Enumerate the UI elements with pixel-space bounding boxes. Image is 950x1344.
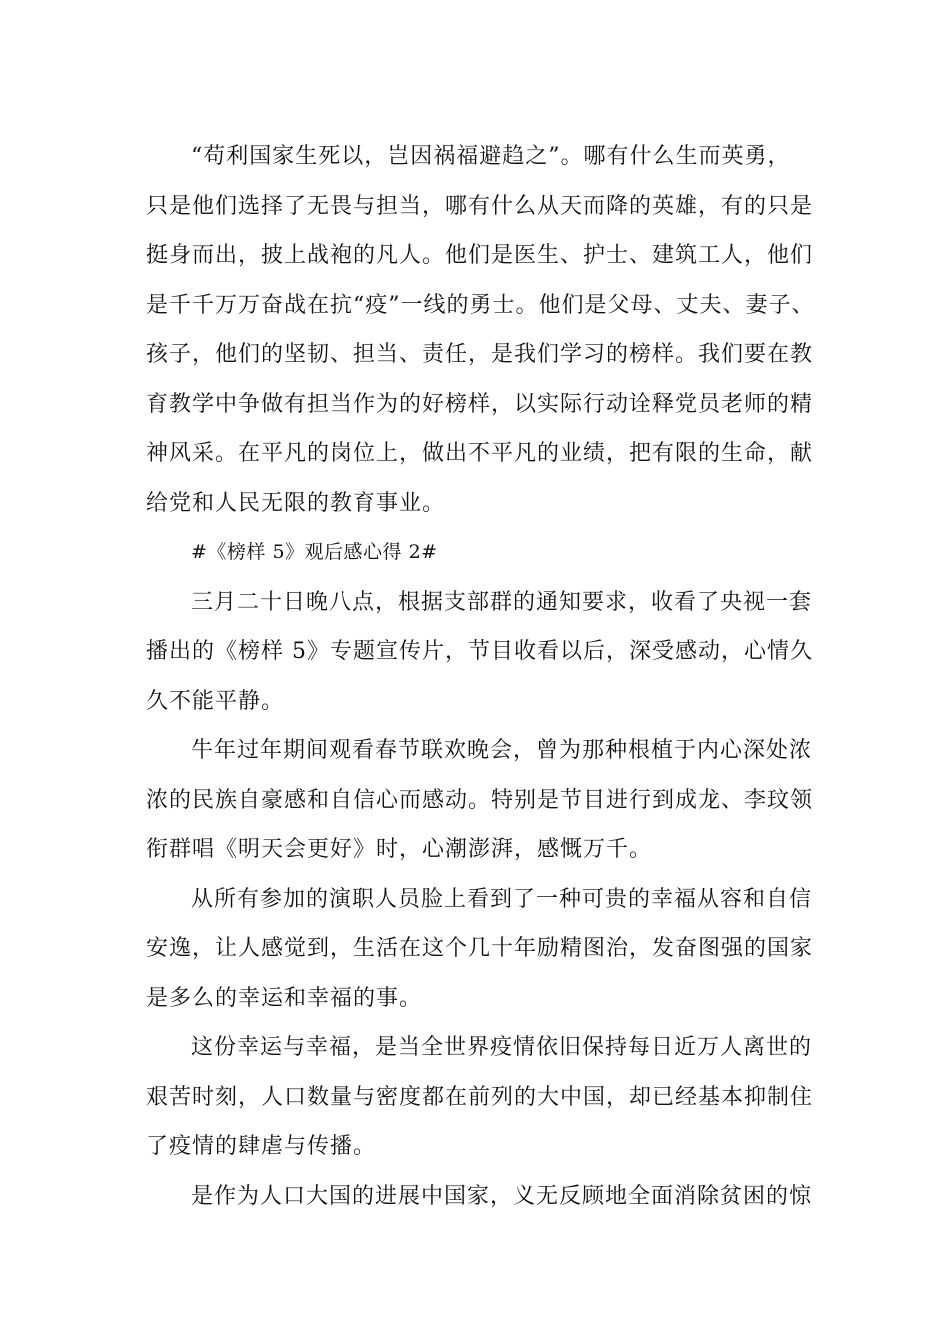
paragraph-line: “苟利国家生死以，岂因祸福避趋之”。哪有什么生而英勇， — [191, 144, 791, 169]
paragraph-line: 从所有参加的演职人员脸上看到了一种可贵的幸福从容和自信 — [191, 886, 813, 912]
paragraph-line: 浓的民族自豪感和自信心而感动。特别是节目进行到成龙、李玟领 — [146, 787, 814, 813]
paragraph-line: 这份幸运与幸福，是当全世界疫情依旧保持每日近万人离世的 — [191, 1035, 813, 1060]
paragraph-line: 孩子，他们的坚韧、担当、责任，是我们学习的榜样。我们要在教 — [146, 342, 814, 367]
paragraph-line: 播出的《榜样 5》专题宣传片，节目收看以后，深受感动，心情久 — [146, 639, 813, 664]
paragraph-line: 育教学中争做有担当作为的好榜样，以实际行动诠释党员老师的精 — [146, 391, 814, 417]
paragraph-line: 给党和人民无限的教育事业。 — [146, 490, 446, 516]
paragraph-line: 神风采。在平凡的岗位上，做出不平凡的业绩，把有限的生命，献 — [146, 441, 814, 466]
document-body — [146, 132, 816, 1221]
section-heading: #《榜样 5》观后感心得 2# — [191, 541, 438, 563]
paragraph-line: 了疫情的肆虐与传播。 — [146, 1134, 377, 1159]
paragraph-line: 艰苦时刻，人口数量与密度都在前列的大中国，却已经基本抑制住 — [146, 1084, 814, 1110]
paragraph-line: 是作为人口大国的进展中国家，义无反顾地全面消除贫困的惊 — [191, 1183, 813, 1209]
paragraph-line: 久不能平静。 — [146, 688, 285, 714]
paragraph-line: 只是他们选择了无畏与担当，哪有什么从天而降的英雄，有的只是 — [146, 193, 814, 219]
paragraph-line: 安逸，让人感觉到，生活在这个几十年励精图治，发奋图强的国家 — [146, 936, 814, 961]
paragraph-line: 牛年过年期间观看春节联欢晚会，曾为那种根植于内心深处浓 — [191, 738, 813, 763]
paragraph-line: 是多么的幸运和幸福的事。 — [146, 985, 423, 1011]
paragraph-line: 是千千万万奋战在抗“疫”一线的勇士。他们是父母、丈夫、妻子、 — [146, 292, 815, 318]
paragraph-line: 挺身而出，披上战袍的凡人。他们是医生、护士、建筑工人，他们 — [146, 243, 814, 268]
paragraph-line: 衔群唱《明天会更好》时，心潮澎湃，感慨万千。 — [146, 837, 653, 862]
paragraph-line: 三月二十日晚八点，根据支部群的通知要求，收看了央视一套 — [191, 589, 813, 615]
